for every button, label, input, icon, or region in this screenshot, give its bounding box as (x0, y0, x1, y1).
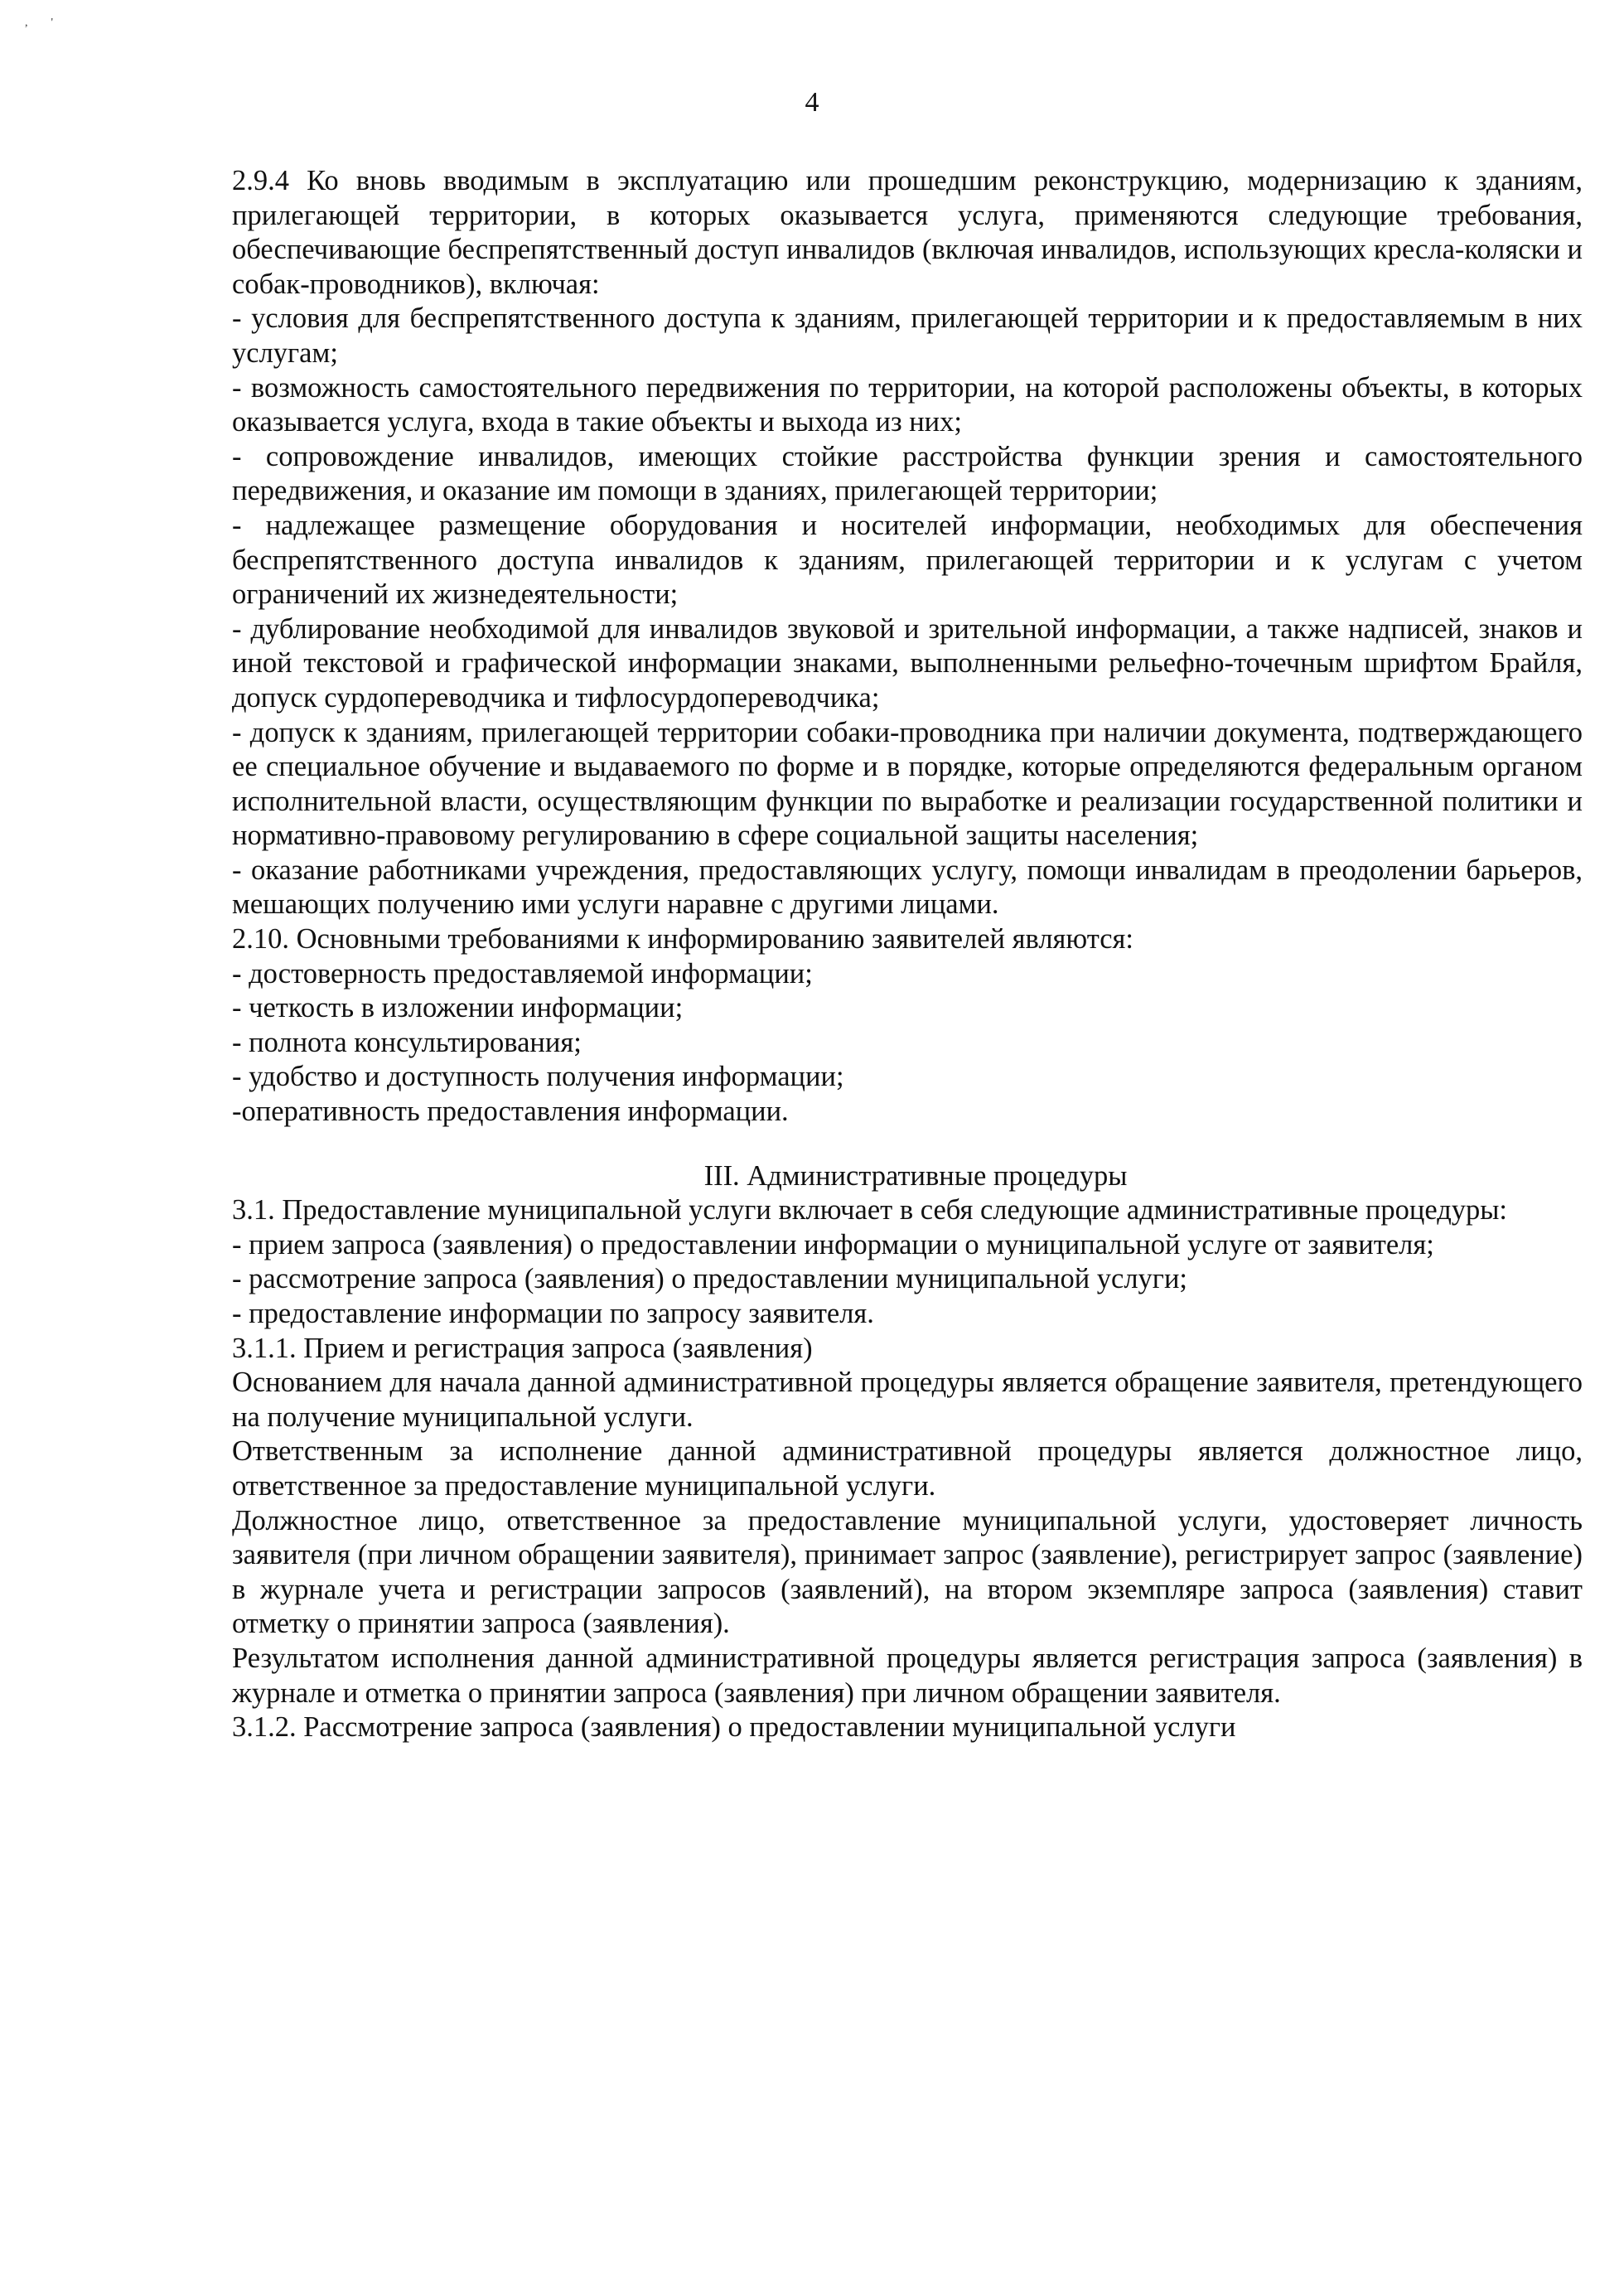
list-item-promptness: -оперативность предоставления информации. (232, 1096, 789, 1128)
list-item-information-duplication: - дублирование необходимой для инвалидов звуковой и зрительной информации, а также надписей, знаков и иной текстовой и графической информации знаками, выполненными рельефно-точечным шрифтом Брайля, допуск сурдопереводчика и тифлосурдопереводчика; (232, 612, 1583, 714)
paragraph-3-1: 3.1. Предоставление муниципальной услуги включает в себя следующие административные процедуры: (232, 1194, 1508, 1227)
list-item-access-conditions: - условия для беспрепятственного доступа к зданиям, прилегающей территории и к предоставляемым в них услугам; (232, 302, 1583, 369)
list-item-information-provision: - предоставление информации по запросу заявителя. (232, 1298, 874, 1329)
list-item-escort: - сопровождение инвалидов, имеющих стойкие расстройства функции зрения и самостоятельного передвижения, и оказание им помощи в зданиях, прилегающей территории; (232, 440, 1583, 507)
list-item-convenience: - удобство и доступность получения информации; (232, 1061, 844, 1093)
paragraph-3-1-1-heading: 3.1.1. Прием и регистрация запроса (заявления) (232, 1332, 813, 1364)
list-item-clarity: - четкость в изложении информации; (232, 992, 684, 1024)
list-item-completeness: - полнота консультирования; (232, 1026, 582, 1058)
paragraph-2-9-4: 2.9.4 Ко вновь вводимым в эксплуатацию или прошедшим реконструкцию, модернизацию к зданиям, прилегающей территории, в которых оказывается услуга, применяются следующие требования, обеспечивающие беспрепятственный доступ инвалидов (включая инвалидов, использующих кресла-коляски и собак-проводников), включая: (232, 165, 1583, 300)
list-item-guide-dog-access: - допуск к зданиям, прилегающей территории собаки-проводника при наличии документа, подтверждающего ее специальное обучение и выдаваемого по форме и в порядке, которые определяются федеральным органом исполнительной власти, осуществляющим функции по выработке и реализации государственной политики и нормативно-правовому регулированию в сфере социальной защиты населения; (232, 716, 1583, 852)
page-number: 4 (805, 87, 819, 118)
list-item-request-reception: - прием запроса (заявления) о предоставлении информации о муниципальной услуге от заявителя; (232, 1228, 1434, 1260)
list-item-equipment-placement: - надлежащее размещение оборудования и носителей информации, необходимых для обеспечения беспрепятственного доступа инвалидов к зданиям, прилегающей территории и к услугам с учетом ограничений их жизнедеятельности; (232, 509, 1583, 611)
paragraph-responsible: Ответственным за исполнение данной административной процедуры является должностное лицо, ответственное за предоставление муниципальной услуги. (232, 1435, 1583, 1502)
list-item-request-review: - рассмотрение запроса (заявления) о предоставлении муниципальной услуги; (232, 1263, 1188, 1295)
document-body (232, 164, 1583, 1745)
paragraph-2-10: 2.10. Основными требованиями к информированию заявителей являются: (232, 923, 1133, 956)
list-item-reliability: - достоверность предоставляемой информации; (232, 957, 813, 989)
list-item-independent-movement: - возможность самостоятельного передвижения по территории, на которой расположены объекты, в которых оказывается услуга, входа в такие объекты и выхода из них; (232, 371, 1583, 438)
scan-specks: , ' (25, 17, 54, 29)
list-item-staff-assistance: - оказание работниками учреждения, предоставляющих услугу, помощи инвалидам в преодолении барьеров, мешающих получению ими услуги наравне с другими лицами. (232, 854, 1583, 921)
paragraph-result: Результатом исполнения данной административной процедуры является регистрация запроса (заявления) в журнале и отметка о принятии запроса (заявления) при личном обращении заявителя. (232, 1642, 1583, 1709)
paragraph-basis: Основанием для начала данной административной процедуры является обращение заявителя, претендующего на получение муниципальной услуги. (232, 1367, 1583, 1433)
section-title: III. Административные процедуры (703, 1159, 1128, 1192)
paragraph-official-actions: Должностное лицо, ответственное за предоставление муниципальной услуги, удостоверяет личность заявителя (при личном обращении заявителя), принимает запрос (заявление), регистрирует запрос (заявление) в журнале учета и регистрации запросов (заявлений), на втором экземпляре запроса (заявления) ставит отметку о принятии запроса (заявления). (232, 1504, 1583, 1640)
paragraph-3-1-2-heading: 3.1.2. Рассмотрение запроса (заявления) о предоставлении муниципальной услуги (232, 1711, 1236, 1744)
